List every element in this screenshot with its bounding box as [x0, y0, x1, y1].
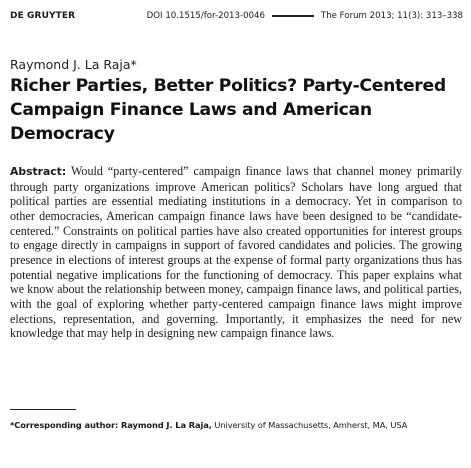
- publisher-name: DE GRUYTER: [10, 11, 76, 21]
- abstract: [10, 164, 462, 341]
- footnote-label: *Corresponding author: Raymond J. La Raja,: [10, 420, 212, 430]
- corresponding-author-footnote: [10, 420, 470, 430]
- page-header: [10, 9, 463, 23]
- abstract-label: Abstract:: [10, 165, 67, 178]
- author-line: Raymond J. La Raja*: [10, 57, 137, 72]
- header-rule: [272, 15, 314, 16]
- journal-citation: The Forum 2013; 11(3): 313–338: [320, 11, 463, 21]
- article-title: Richer Parties, Better Politics? Party-Centered Campaign Finance Laws and American Democracy: [10, 76, 446, 144]
- abstract-text: Would “party-centered” campaign finance laws that channel money primarily through party organizations improve American politics? Scholars have long argued that political parties are essential mediating institutions in a democracy. Yet in comparison to other democracies, American campaign finance laws have been designed to be “candidate-centered.” Constraints on political parties have also created opportunities for interest groups to engage directly in campaigns in support of favored candidates and policies. The growing presence in elections of interest groups at the expense of formal party organizations thus has potential negative implications for the functioning of democracy. This paper explains what we know about the relationship between money, campaign finance laws, and political parties, with the goal of exploring whether party-centered campaign finance laws might improve elections, representation, and governing. Importantly, it emphasizes the need for new knowledge that may help in designing new campaign finance laws.: [10, 164, 462, 341]
- footnote-affiliation: University of Massachusetts, Amherst, MA, USA: [211, 420, 408, 430]
- footnote-divider: [10, 409, 76, 410]
- doi-link[interactable]: DOI 10.1515/for-2013-0046: [146, 11, 265, 21]
